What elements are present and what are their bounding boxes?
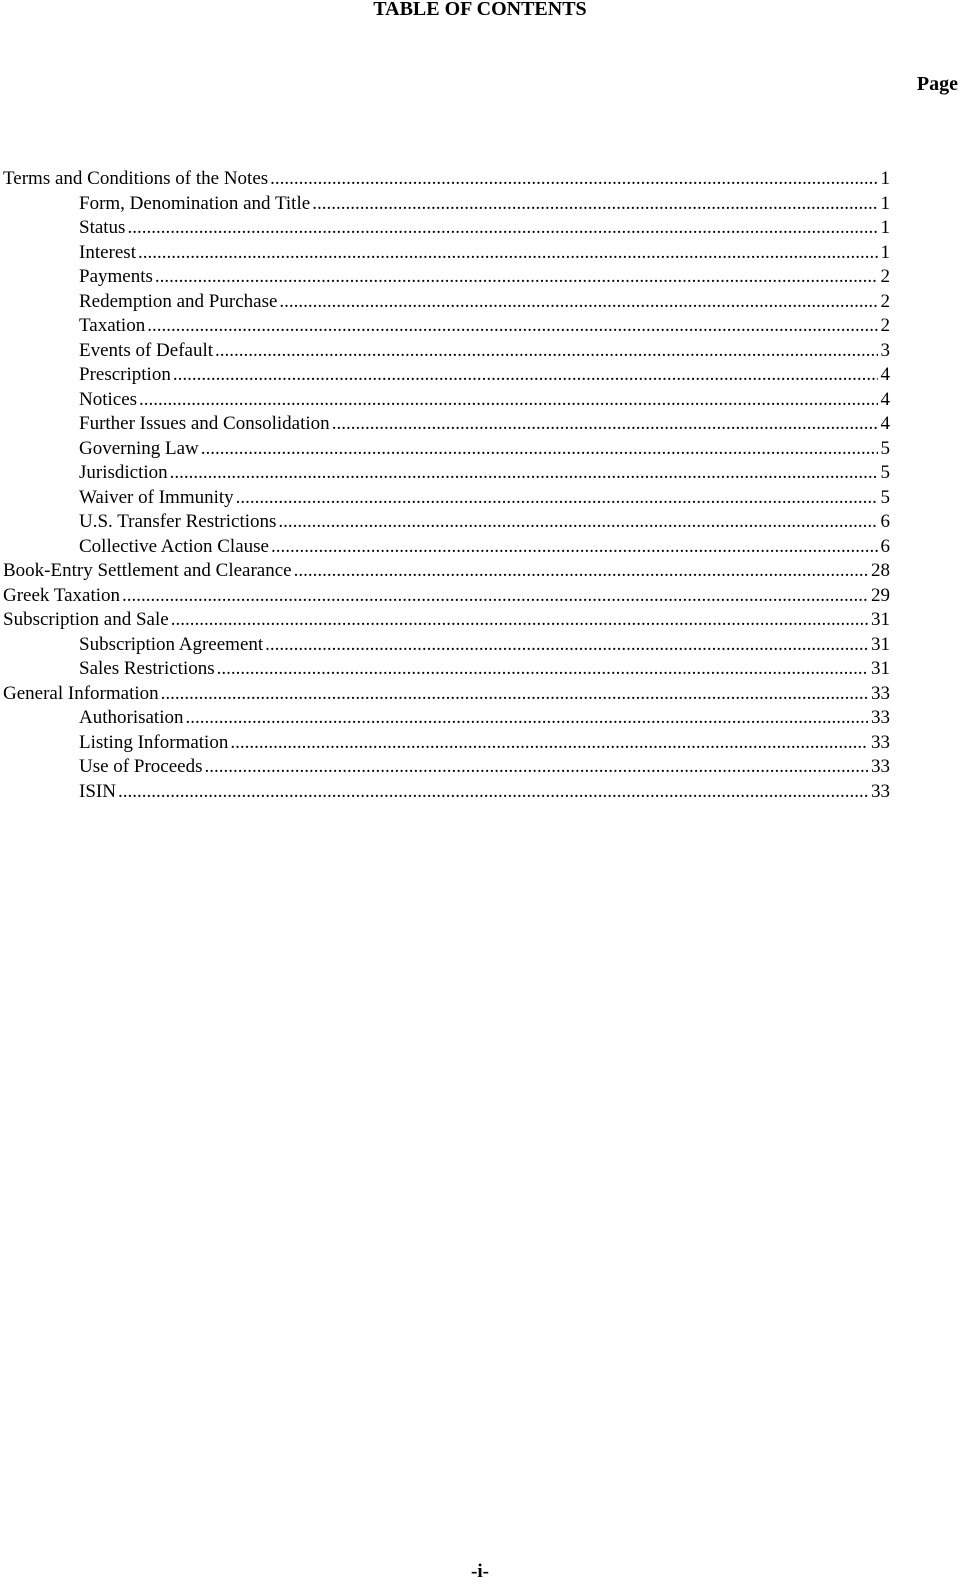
toc-entry-title: Taxation bbox=[79, 315, 146, 336]
toc-entry-title: U.S. Transfer Restrictions bbox=[79, 511, 277, 532]
dot-leader bbox=[332, 412, 878, 436]
dot-leader bbox=[127, 216, 877, 240]
dot-leader bbox=[122, 584, 868, 608]
dot-leader bbox=[271, 535, 878, 559]
dot-leader bbox=[215, 339, 877, 363]
toc-entry-title: Authorisation bbox=[79, 707, 184, 728]
toc-entry-title: Payments bbox=[79, 266, 153, 287]
dot-leader bbox=[294, 559, 868, 583]
page-column-label: Page bbox=[916, 73, 958, 95]
toc-entry-page-number: 31 bbox=[871, 609, 890, 630]
dot-leader bbox=[171, 608, 868, 632]
toc-entry-title: Jurisdiction bbox=[79, 462, 168, 483]
toc-entry[interactable] bbox=[3, 682, 890, 707]
toc-entry-page-number: 1 bbox=[880, 241, 890, 263]
toc-entry[interactable] bbox=[3, 461, 890, 486]
dot-leader bbox=[201, 437, 878, 461]
toc-entry[interactable] bbox=[3, 437, 890, 462]
toc-entry-title: Listing Information bbox=[79, 731, 229, 753]
toc-entry-title: Further Issues and Consolidation bbox=[79, 413, 330, 434]
toc-entry-title: Terms and Conditions of the Notes bbox=[3, 168, 269, 189]
toc-entry-page-number: 33 bbox=[871, 707, 890, 728]
toc-entry[interactable] bbox=[3, 535, 890, 560]
toc-entry[interactable] bbox=[3, 167, 890, 192]
toc-entry-title: ISIN bbox=[79, 780, 116, 802]
toc-entry-page-number: 4 bbox=[880, 413, 890, 434]
toc-entry-page-number: 31 bbox=[871, 633, 890, 655]
toc-entry-page-number: 5 bbox=[880, 462, 890, 483]
dot-leader bbox=[118, 780, 868, 804]
dot-leader bbox=[161, 682, 868, 706]
toc-entry-page-number: 33 bbox=[871, 682, 890, 704]
toc-entry[interactable] bbox=[3, 608, 890, 633]
toc-entry-title: General Information bbox=[3, 682, 159, 704]
toc-entry[interactable] bbox=[3, 192, 890, 217]
toc-entry[interactable] bbox=[3, 388, 890, 413]
toc-entry[interactable] bbox=[3, 290, 890, 315]
dot-leader bbox=[139, 388, 877, 412]
toc-entry-title: Redemption and Purchase bbox=[79, 290, 278, 312]
dot-leader bbox=[230, 731, 868, 755]
dot-leader bbox=[279, 290, 877, 314]
toc-entry[interactable] bbox=[3, 633, 890, 658]
toc-entry-title: Greek Taxation bbox=[3, 584, 121, 606]
toc-entry[interactable] bbox=[3, 731, 890, 756]
toc-entry-title: Sales Restrictions bbox=[79, 658, 215, 679]
toc-entry[interactable] bbox=[3, 584, 890, 609]
toc-entry-page-number: 3 bbox=[880, 339, 890, 361]
dot-leader bbox=[155, 265, 878, 289]
toc-entry-title: Notices bbox=[79, 388, 138, 410]
toc-entry-title: Interest bbox=[79, 241, 136, 263]
table-of-contents bbox=[3, 167, 890, 804]
toc-entry-title: Subscription and Sale bbox=[3, 609, 169, 630]
toc-entry-page-number: 33 bbox=[871, 780, 890, 802]
dot-leader bbox=[278, 510, 877, 534]
toc-entry-title: Collective Action Clause bbox=[79, 535, 269, 557]
toc-entry-title: Prescription bbox=[79, 364, 171, 385]
toc-entry-title: Subscription Agreement bbox=[79, 633, 264, 655]
toc-entry[interactable] bbox=[3, 216, 890, 241]
toc-entry[interactable] bbox=[3, 780, 890, 805]
toc-entry[interactable] bbox=[3, 363, 890, 388]
dot-leader bbox=[217, 657, 868, 681]
toc-entry[interactable] bbox=[3, 314, 890, 339]
toc-entry[interactable] bbox=[3, 486, 890, 511]
toc-entry-title: Form, Denomination and Title bbox=[79, 192, 311, 214]
toc-entry[interactable] bbox=[3, 706, 890, 731]
toc-entry[interactable] bbox=[3, 559, 890, 584]
toc-entry-title: Events of Default bbox=[79, 339, 214, 361]
toc-entry-page-number: 2 bbox=[880, 290, 890, 312]
toc-entry-page-number: 1 bbox=[880, 168, 890, 189]
dot-leader bbox=[138, 241, 878, 265]
toc-entry-page-number: 31 bbox=[871, 658, 890, 679]
dot-leader bbox=[170, 461, 878, 485]
toc-entry-page-number: 28 bbox=[871, 560, 890, 581]
toc-entry-page-number: 6 bbox=[880, 511, 890, 532]
toc-entry-title: Governing Law bbox=[79, 437, 199, 459]
toc-entry[interactable] bbox=[3, 265, 890, 290]
toc-entry[interactable] bbox=[3, 241, 890, 266]
toc-entry-title: Book-Entry Settlement and Clearance bbox=[3, 560, 292, 581]
toc-entry-page-number: 5 bbox=[880, 486, 890, 508]
footer-page-number: -i- bbox=[471, 1561, 489, 1582]
toc-entry-page-number: 2 bbox=[880, 315, 890, 336]
dot-leader bbox=[270, 167, 877, 191]
toc-entry[interactable] bbox=[3, 755, 890, 780]
toc-entry-title: Status bbox=[79, 217, 126, 238]
toc-entry-page-number: 5 bbox=[880, 437, 890, 459]
toc-entry-page-number: 29 bbox=[871, 584, 890, 606]
dot-leader bbox=[186, 706, 869, 730]
toc-entry-title: Use of Proceeds bbox=[79, 756, 203, 777]
dot-leader bbox=[265, 633, 868, 657]
dot-leader bbox=[236, 486, 878, 510]
toc-entry-title: Waiver of Immunity bbox=[79, 486, 234, 508]
toc-entry-page-number: 1 bbox=[880, 192, 890, 214]
toc-entry[interactable] bbox=[3, 657, 890, 682]
toc-entry[interactable] bbox=[3, 339, 890, 364]
toc-entry[interactable] bbox=[3, 412, 890, 437]
toc-entry-page-number: 4 bbox=[880, 388, 890, 410]
toc-entry-page-number: 2 bbox=[880, 266, 890, 287]
dot-leader bbox=[204, 755, 868, 779]
dot-leader bbox=[312, 192, 877, 216]
toc-entry[interactable] bbox=[3, 510, 890, 535]
dot-leader bbox=[173, 363, 878, 387]
toc-entry-page-number: 6 bbox=[880, 535, 890, 557]
toc-entry-page-number: 33 bbox=[871, 756, 890, 777]
toc-entry-page-number: 4 bbox=[880, 364, 890, 385]
toc-entry-page-number: 33 bbox=[871, 731, 890, 753]
toc-entry-page-number: 1 bbox=[880, 217, 890, 238]
dot-leader bbox=[147, 314, 877, 338]
page-title: TABLE OF CONTENTS bbox=[373, 0, 587, 20]
